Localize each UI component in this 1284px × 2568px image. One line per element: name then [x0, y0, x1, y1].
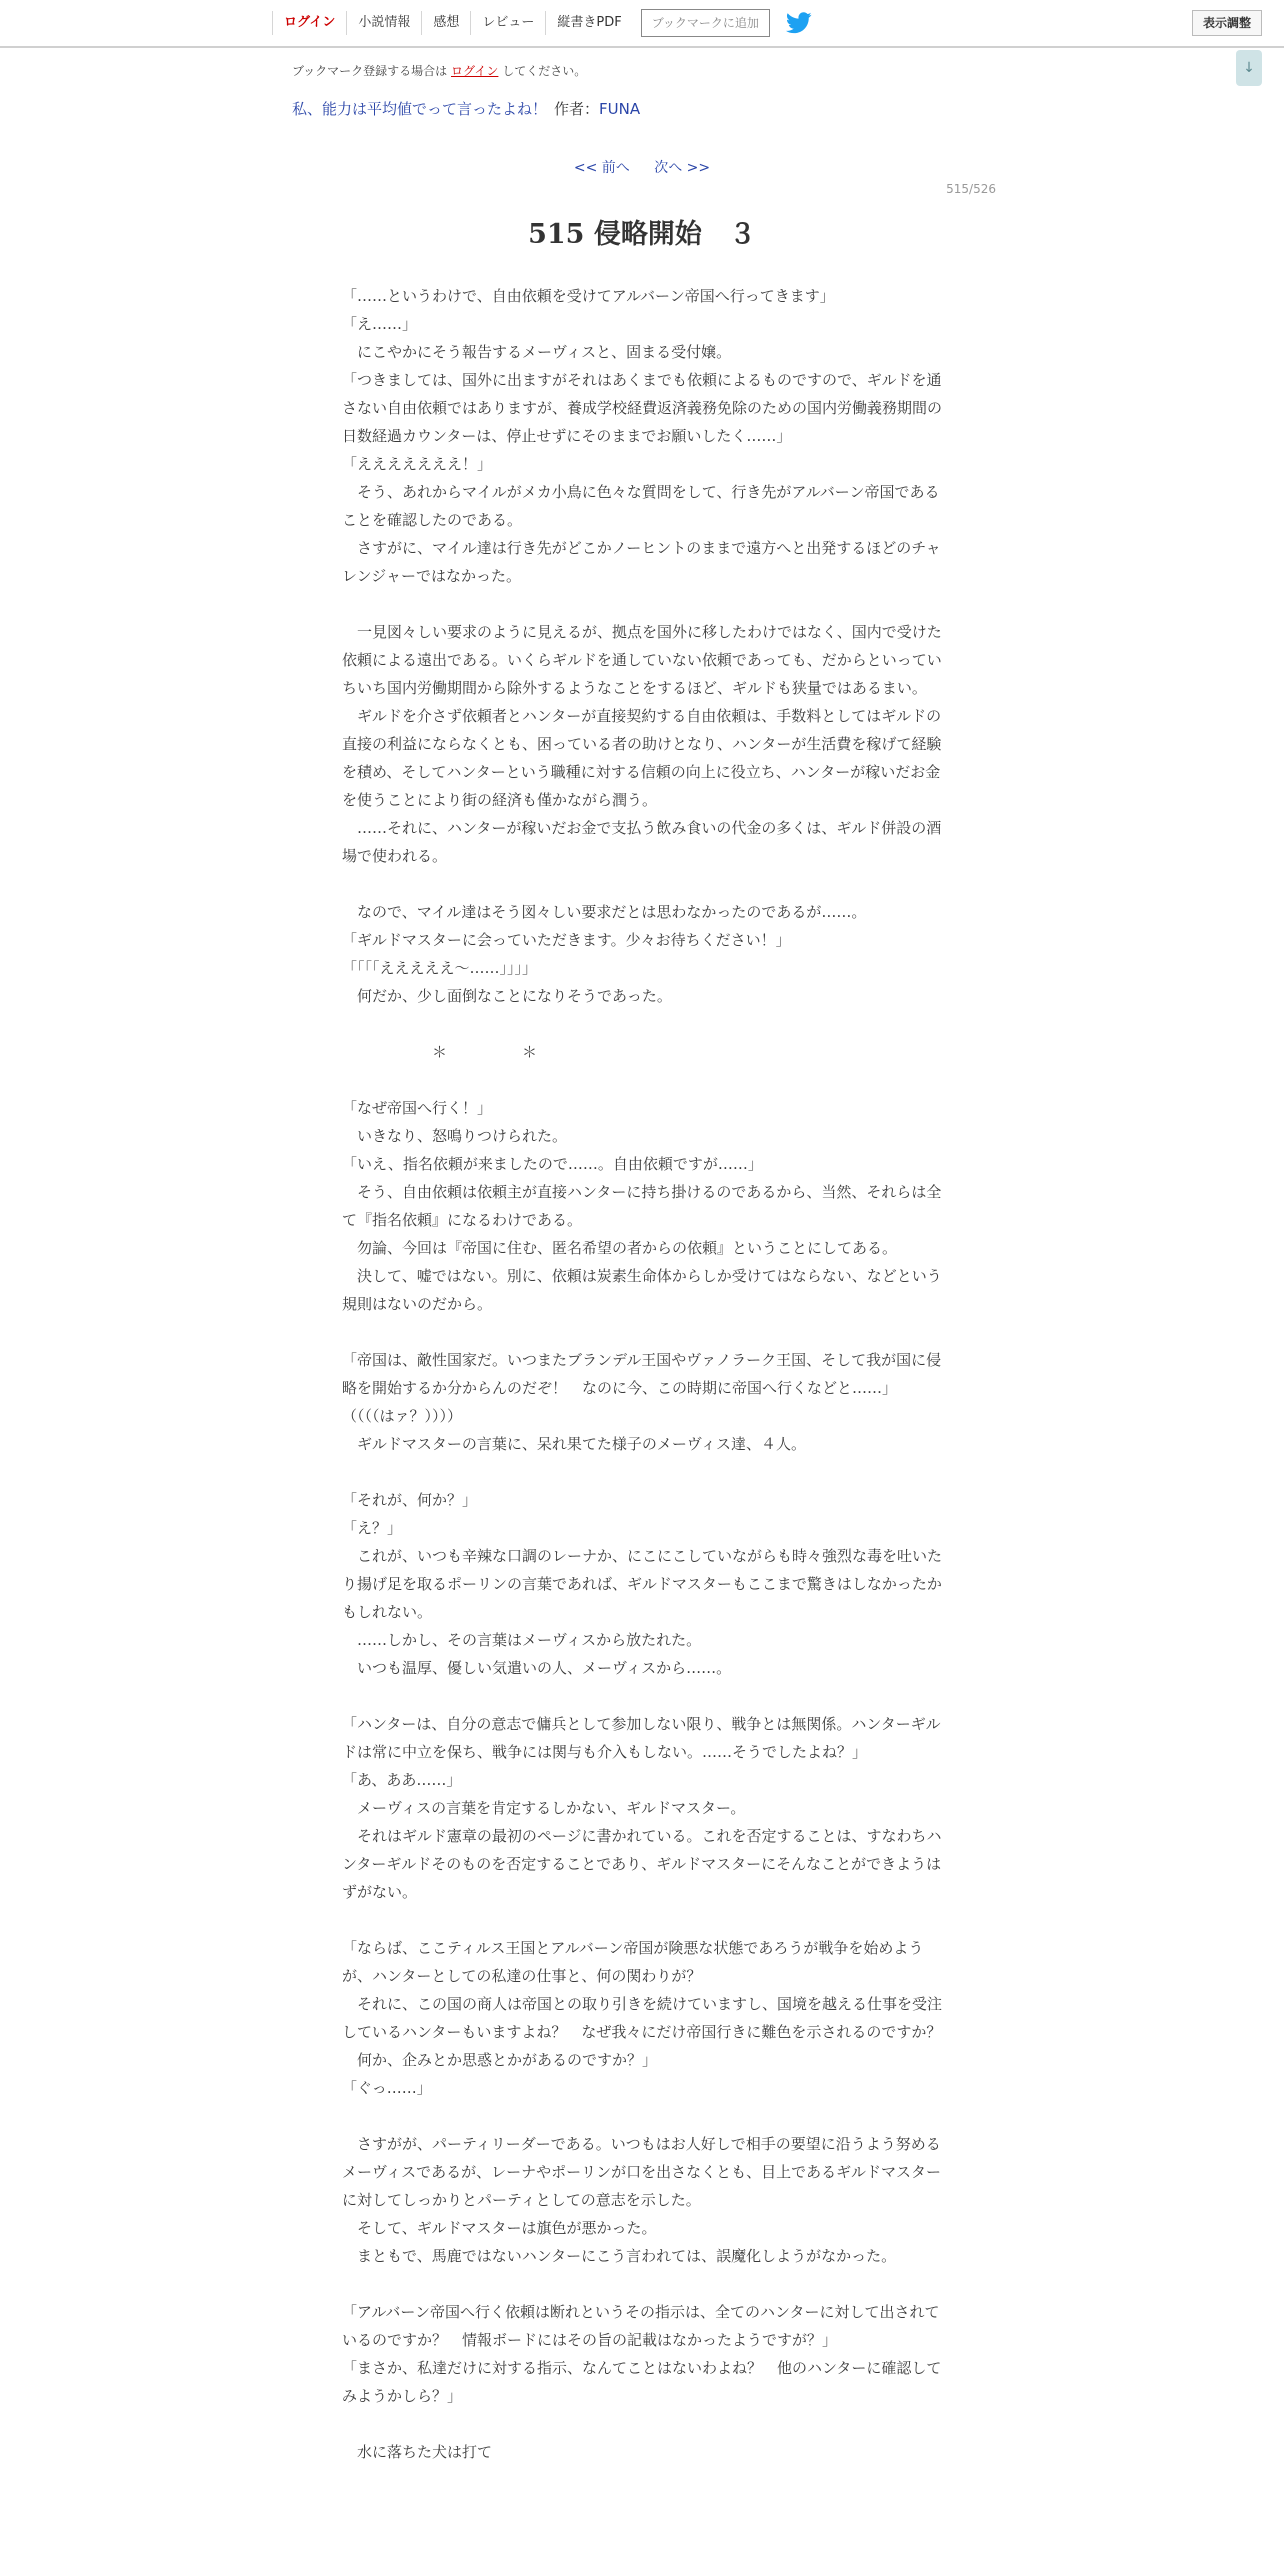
body-paragraph: いつも温厚、優しい気遣いの人、メーヴィスから……。	[342, 1659, 732, 1677]
scroll-down-button[interactable]: ↓	[1236, 50, 1262, 86]
author-label: 作者：	[554, 100, 600, 118]
bookmark-note-prefix: ブックマーク登録する場合は	[292, 64, 448, 78]
body-paragraph: 一見図々しい要求のように見えるが、拠点を国外に移したわけではなく、国内で受けた依頼による遠出である。いくらギルドを通していない依頼であっても、だからといっていちいち国内労働期間から除外するようなことをするほど、ギルドも狭量ではあるまい。	[342, 623, 942, 697]
body-paragraph: 「つきましては、国外に出ますがそれはあくまでも依頼によるものですので、ギルドを通さない自由依頼ではありますが、養成学校経費返済義務免除のための国内労働義務期間の日数経過カウンターは、停止せずにそのままでお願いしたく……」	[342, 371, 943, 445]
body-paragraph: なので、マイル達はそう図々しい要求だとは思わなかったのであるが……。	[342, 903, 867, 921]
body-paragraph	[342, 1010, 942, 1038]
body-paragraph: 「それが、何か？」	[342, 1491, 478, 1509]
body-paragraph	[342, 1682, 942, 1710]
body-paragraph: ……しかし、その言葉はメーヴィスから放たれた。	[342, 1631, 702, 1649]
body-paragraph: にこやかにそう報告するメーヴィスと、固まる受付嬢。	[342, 343, 732, 361]
chapter-title: 515 侵略開始 ３	[528, 219, 756, 250]
impressions-link[interactable]: 感想	[421, 11, 470, 35]
body-paragraph: ギルドを介さず依頼者とハンターが直接契約する自由依頼は、手数料としてはギルドの直接の利益にならなくとも、困っている者の助けとなり、ハンターが生活費を稼げて経験を積め、そしてハンターという職種に対する信頼の向上に役立ち、ハンターが稼いだお金を使うことにより街の経済も僅かながら潤う。	[342, 707, 942, 809]
body-paragraph: メーヴィスの言葉を肯定するしかない、ギルドマスター。	[342, 1799, 746, 1817]
body-paragraph: そう、あれからマイルがメカ小鳥に色々な質問をして、行き先がアルバーン帝国であることを確認したのである。	[342, 483, 940, 529]
body-paragraph: 「いえ、指名依頼が来ましたので……。自由依頼ですが……」	[342, 1155, 763, 1173]
novel-info-link[interactable]: 小説情報	[346, 11, 421, 35]
body-paragraph: さすがに、マイル達は行き先がどこかノーヒントのままで遠方へと出発するほどのチャレンジャーではなかった。	[342, 539, 941, 585]
chapter-page-count: 515/526	[946, 182, 996, 196]
body-paragraph	[342, 1906, 942, 1934]
author-name-link[interactable]: FUNA	[599, 100, 641, 118]
review-link[interactable]: レビュー	[470, 11, 545, 35]
body-paragraph: 「あ、ああ……」	[342, 1771, 462, 1789]
display-settings-button[interactable]: 表示調整	[1192, 10, 1262, 36]
body-paragraph: これが、いつも辛辣な口調のレーナか、にこにこしていながらも時々強烈な毒を吐いたり揚げ足を取るポーリンの言葉であれば、ギルドマスターもここまで驚きはしなかったかもしれない。	[342, 1547, 943, 1621]
body-paragraph: それはギルド憲章の最初のページに書かれている。これを否定することは、すなわちハンターギルドそのものを否定することであり、ギルドマスターにそんなことができようはずがない。	[342, 1827, 942, 1901]
body-paragraph: 何か、企みとか思惑とかがあるのですか？」	[342, 2051, 658, 2069]
body-paragraph	[342, 1458, 942, 1486]
body-paragraph: 「帝国は、敵性国家だ。いつまたブランデル王国やヴァノラーク王国、そして我が国に侵略を開始するか分からんのだぞ！ なのに今、この時期に帝国へ行くなどと……」	[342, 1351, 942, 1397]
bookmark-note-suffix: してください。	[502, 64, 587, 78]
body-paragraph: 「アルバーン帝国へ行く依頼は断れというその指示は、全てのハンターに対して出されているのですか？ 情報ボードにはその旨の記載はなかったようですが？」	[342, 2303, 940, 2349]
login-link[interactable]: ログイン	[272, 11, 346, 35]
body-paragraph: 「なぜ帝国へ行く！」	[342, 1099, 493, 1117]
bookmark-login-link[interactable]: ログイン	[451, 64, 499, 78]
body-paragraph: まともで、馬鹿ではないハンターにこう言われては、誤魔化しようがなかった。	[342, 2247, 897, 2265]
prev-chapter-link[interactable]: << 前へ	[573, 160, 630, 176]
body-paragraph	[342, 2102, 942, 2130]
body-paragraph: 何だか、少し面倒なことになりそうであった。	[342, 987, 672, 1005]
body-paragraph	[342, 2410, 942, 2438]
body-paragraph: 「ならば、ここティルス王国とアルバーン帝国が険悪な状態であろうが戦争を始めようが、ハンターとしての私達の仕事と、何の関わりが？	[342, 1939, 924, 1985]
body-paragraph: それに、この国の商人は帝国との取り引きを続けていますし、国境を越える仕事を受注しているハンターもいますよね？ なぜ我々にだけ帝国行きに難色を示されるのですか？	[342, 1995, 943, 2041]
body-paragraph: ＊ ＊	[342, 1043, 538, 1061]
body-paragraph	[342, 870, 942, 898]
body-paragraph: そう、自由依頼は依頼主が直接ハンターに持ち掛けるのであるから、当然、それらは全て『指名依頼』になるわけである。	[342, 1183, 942, 1229]
body-paragraph: （（（（はァ？））））	[342, 1407, 463, 1425]
body-paragraph: 「「「「えええええ～……」」」」	[342, 959, 538, 977]
body-paragraph	[342, 1318, 942, 1346]
add-bookmark-button[interactable]: ブックマークに追加	[641, 9, 770, 37]
body-paragraph: 「えええええええ！」	[342, 455, 493, 473]
body-paragraph: 「え？」	[342, 1519, 403, 1537]
body-paragraph: 「え……」	[342, 315, 418, 333]
body-paragraph: 決して、嘘ではない。別に、依頼は炭素生命体からしか受けてはならない、などという規則はないのだから。	[342, 1267, 942, 1313]
body-paragraph	[342, 2270, 942, 2298]
chapter-body	[342, 282, 942, 2466]
vertical-pdf-link[interactable]: 縦書きPDF	[545, 11, 632, 35]
body-paragraph	[342, 1066, 942, 1094]
next-chapter-link[interactable]: 次へ >>	[654, 160, 711, 176]
novel-title-link[interactable]: 私、能力は平均値でって言ったよね！	[292, 100, 548, 118]
body-paragraph: 「……というわけで、自由依頼を受けてアルバーン帝国へ行ってきます」	[342, 287, 835, 305]
bookmark-login-note	[292, 62, 586, 79]
top-navigation-bar	[0, 0, 1284, 48]
twitter-bird-icon[interactable]	[786, 12, 812, 34]
body-paragraph: 勿論、今回は『帝国に住む、匿名希望の者からの依頼』ということにしてある。	[342, 1239, 898, 1257]
body-paragraph: 「まさか、私達だけに対する指示、なんてことはないわよね？ 他のハンターに確認してみようかしら？」	[342, 2359, 942, 2405]
author-line	[554, 98, 640, 119]
body-paragraph: いきなり、怒鳴りつけられた。	[342, 1127, 568, 1145]
body-paragraph: さすがが、パーティリーダーである。いつもはお人好しで相手の要望に沿うよう努めるメーヴィスであるが、レーナやポーリンが口を出さなくとも、目上であるギルドマスターに対してしっかりとパーティとしての意志を示した。	[342, 2135, 941, 2209]
body-paragraph: 「ハンターは、自分の意志で傭兵として参加しない限り、戦争とは無関係。ハンターギルドは常に中立を保ち、戦争には関与も介入もしない。……そうでしたよね？」	[342, 1715, 941, 1761]
body-paragraph: 水に落ちた犬は打て	[342, 2443, 493, 2461]
body-paragraph: ギルドマスターの言葉に、呆れ果てた様子のメーヴィス達、４人。	[342, 1435, 806, 1453]
body-paragraph: ……それに、ハンターが稼いだお金で支払う飲み食いの代金の多くは、ギルド併設の酒場で使われる。	[342, 819, 942, 865]
chapter-pager	[0, 157, 1284, 177]
body-paragraph	[342, 590, 942, 618]
body-paragraph: 「ギルドマスターに会っていただきます。少々お待ちください！」	[342, 931, 791, 949]
nav-menu	[272, 0, 812, 46]
body-paragraph: そして、ギルドマスターは旗色が悪かった。	[342, 2219, 657, 2237]
body-paragraph: 「ぐっ……」	[342, 2079, 432, 2097]
